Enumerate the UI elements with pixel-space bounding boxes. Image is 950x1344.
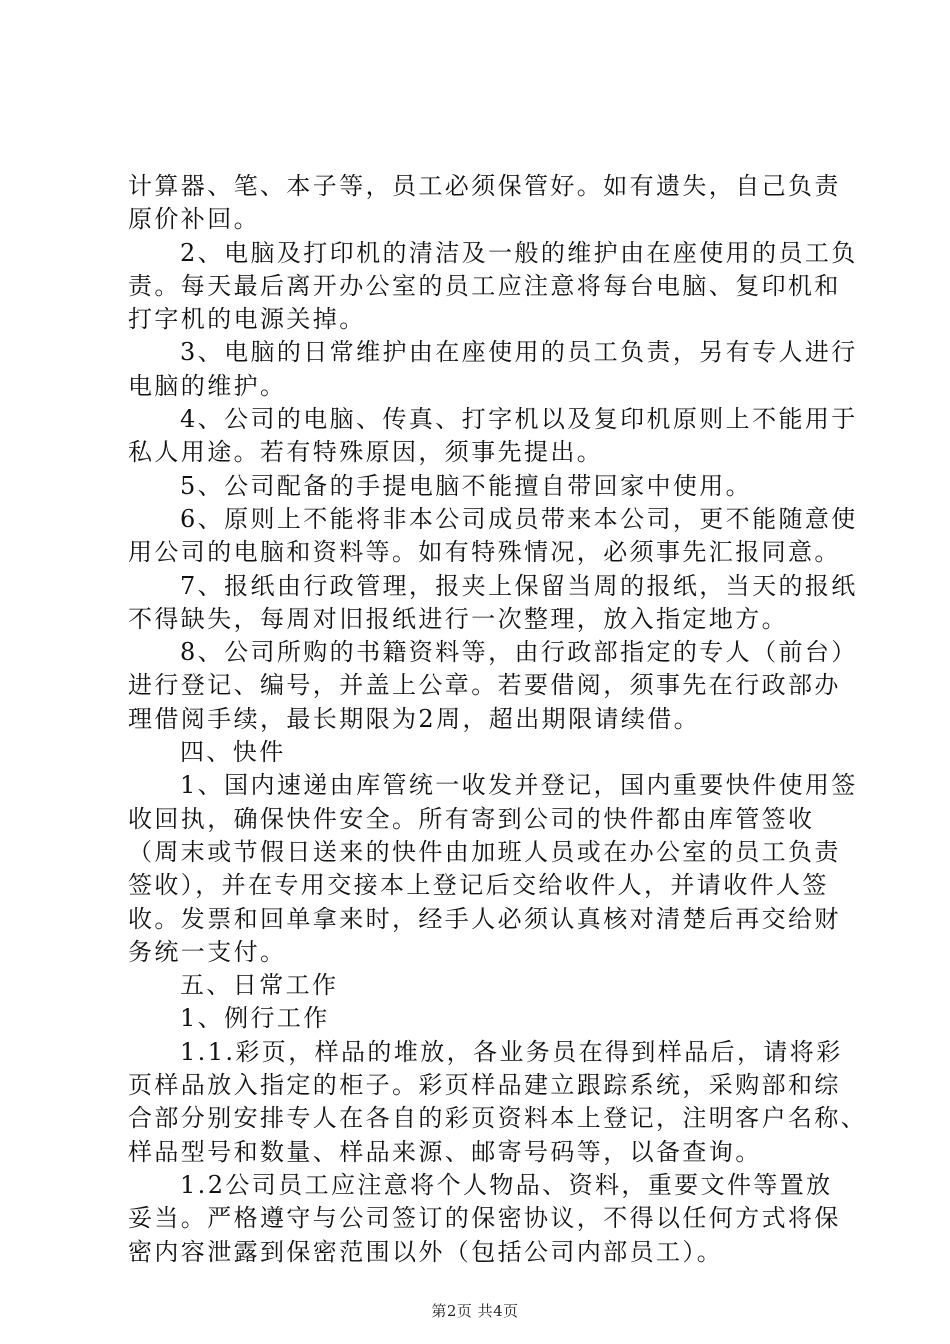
text-line: 签收），并在专用交接本上登记后交给收件人，并请收件人签 — [128, 871, 829, 900]
text-line: 8、公司所购的书籍资料等，由行政部指定的专人（前台） — [180, 638, 858, 667]
document-body — [128, 170, 868, 1269]
text-line: 打字机的电源关掉。 — [128, 305, 366, 334]
text-line: 3、电脑的日常维护由在座使用的员工负责，另有专人进行 — [180, 338, 858, 367]
text-line: 五、日常工作 — [180, 971, 339, 1000]
text-line: 四、快件 — [180, 738, 286, 767]
text-line: 1、国内速递由库管统一收发并登记，国内重要快件使用签 — [180, 771, 858, 800]
text-line: 用公司的电脑和资料等。如有特殊情况，必须事先汇报同意。 — [128, 538, 841, 567]
text-line: 不得缺失，每周对旧报纸进行一次整理，放入指定地方。 — [128, 604, 788, 633]
text-line: 5、公司配备的手提电脑不能擅自带回家中使用。 — [180, 471, 753, 500]
text-line: 收。发票和回单拿来时，经手人必须认真核对清楚后再交给财 — [128, 904, 841, 933]
text-line: 原价补回。 — [128, 205, 260, 234]
text-line: 责。每天最后离开办公室的员工应注意将每台电脑、复印机和 — [128, 271, 841, 300]
text-line: 电脑的维护。 — [128, 371, 287, 400]
text-line: 1.2公司员工应注意将个人物品、资料，重要文件等置放 — [180, 1170, 833, 1199]
text-line: 合部分别安排专人在各自的彩页资料本上登记，注明客户名称、 — [128, 1104, 868, 1133]
text-line: 理借阅手续，最长期限为2周，超出期限请续借。 — [128, 704, 701, 733]
text-line: （周末或节假日送来的快件由加班人员或在办公室的员工负责 — [128, 837, 841, 866]
text-line: 2、电脑及打印机的清洁及一般的维护由在座使用的员工负 — [180, 238, 858, 267]
text-line: 务统一支付。 — [128, 937, 287, 966]
text-line: 进行登记、编号，并盖上公章。若要借阅，须事先在行政部办 — [128, 671, 841, 700]
text-line: 6、原则上不能将非本公司成员带来本公司，更不能随意使 — [180, 504, 858, 533]
text-line: 妥当。严格遵守与公司签订的保密协议，不得以任何方式将保 — [128, 1204, 841, 1233]
text-line: 页样品放入指定的柜子。彩页样品建立跟踪系统，采购部和综 — [128, 1071, 841, 1100]
page-number-footer: 第2页 共4页 — [431, 1302, 519, 1320]
text-line: 样品型号和数量、样品来源、邮寄号码等，以备查询。 — [128, 1137, 762, 1166]
text-line: 1、例行工作 — [180, 1004, 330, 1033]
text-line: 收回执，确保快件安全。所有寄到公司的快件都由库管签收 — [128, 804, 815, 833]
text-line: 私人用途。若有特殊原因，须事先提出。 — [128, 438, 604, 467]
text-line: 1.1.彩页，样品的堆放，各业务员在得到样品后，请将彩 — [180, 1037, 843, 1066]
text-line: 密内容泄露到保密范围以外（包括公司内部员工）。 — [128, 1237, 724, 1266]
text-line: 4、公司的电脑、传真、打字机以及复印机原则上不能用于 — [180, 405, 858, 434]
text-line: 计算器、笔、本子等，员工必须保管好。如有遗失，自己负责 — [128, 172, 841, 200]
text-line: 7、报纸由行政管理，报夹上保留当周的报纸，当天的报纸 — [180, 571, 858, 600]
